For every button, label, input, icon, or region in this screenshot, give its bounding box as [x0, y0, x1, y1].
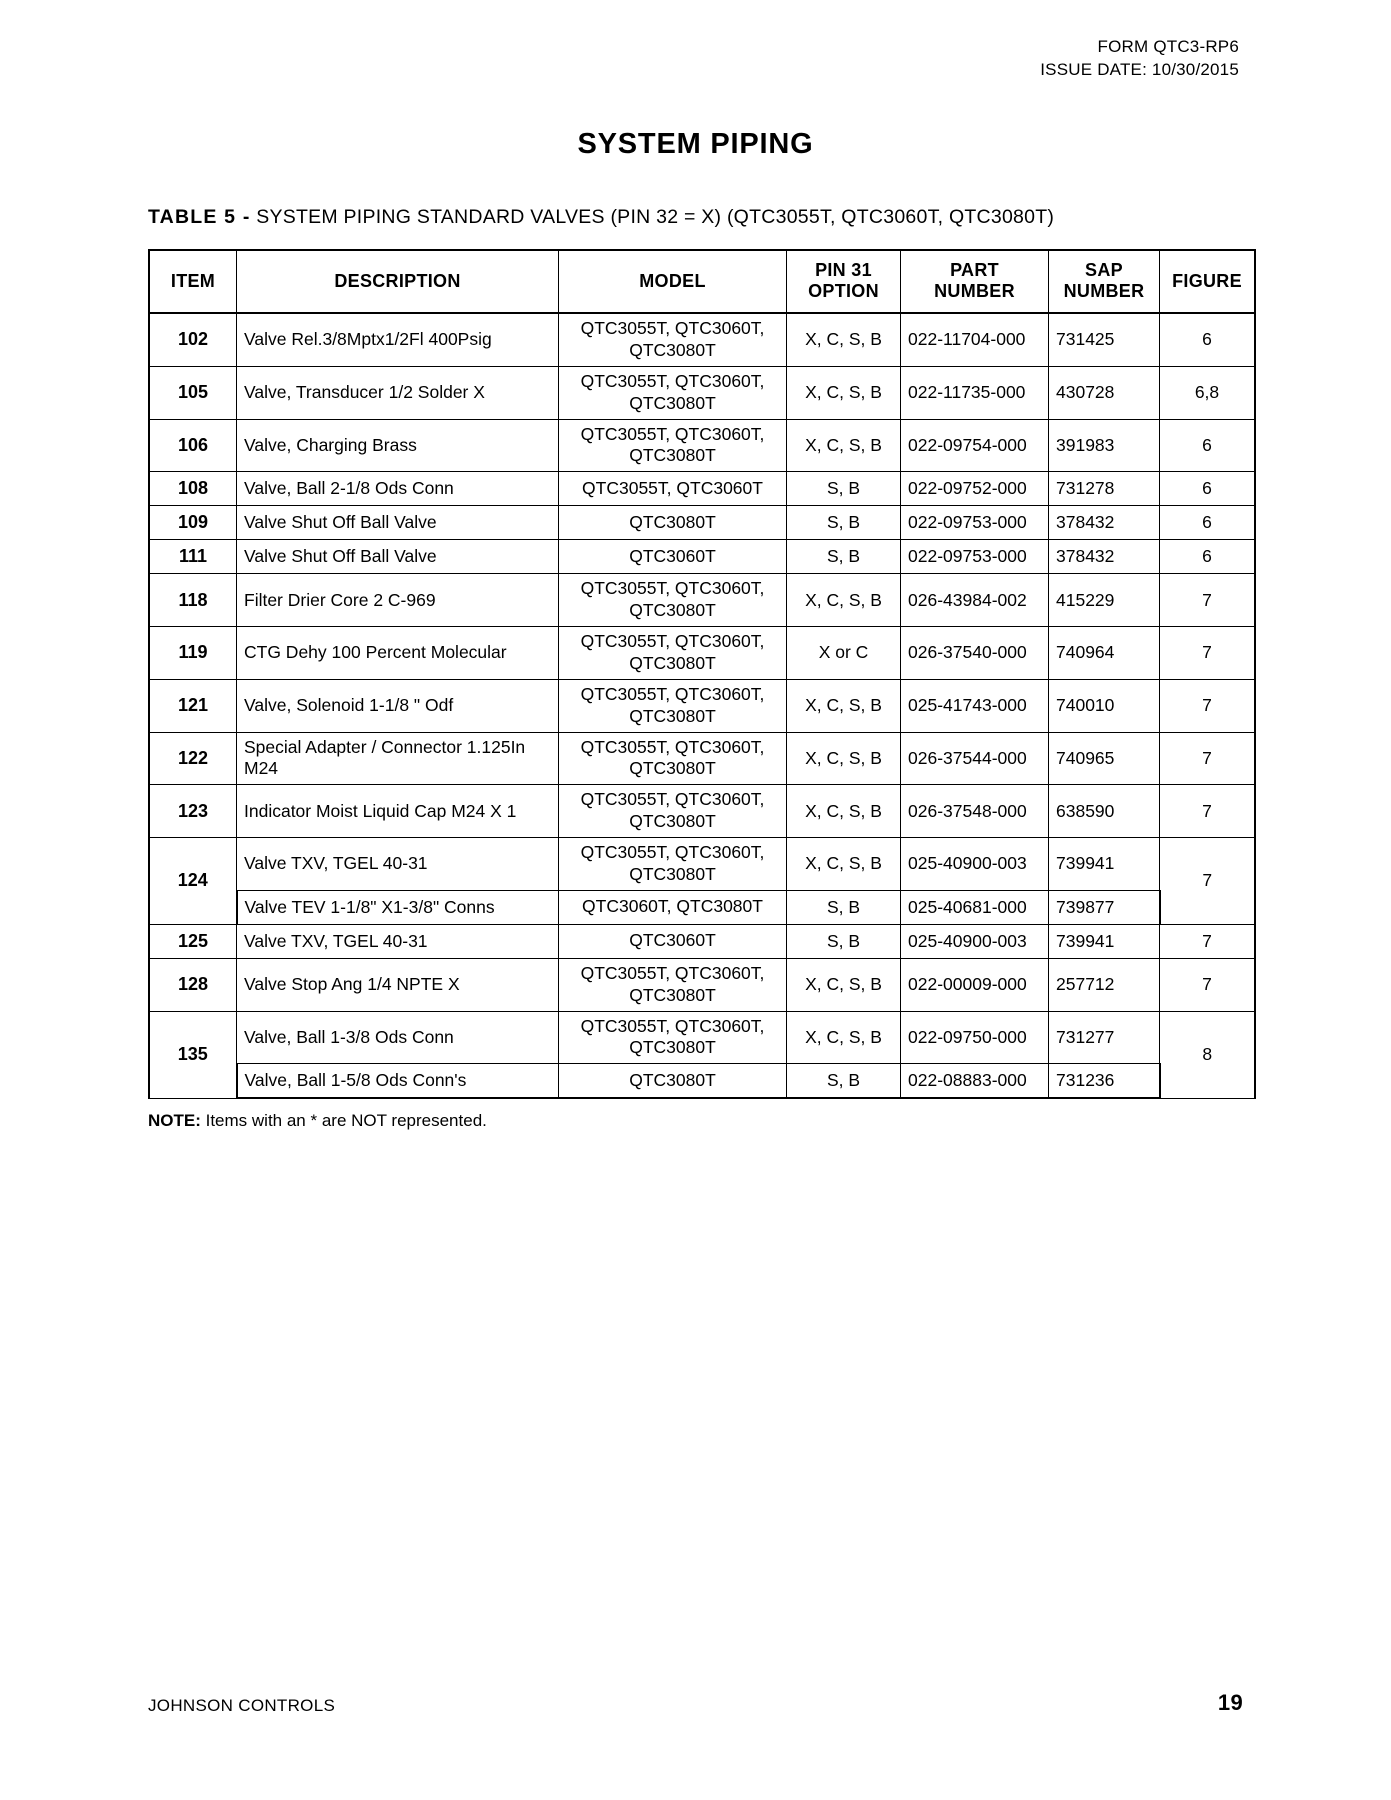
table-note	[148, 1111, 1243, 1131]
cell-sap-number: 257712	[1049, 958, 1160, 1011]
cell-model: QTC3055T, QTC3060T, QTC3080T	[559, 679, 787, 732]
column-header-model: MODEL	[559, 250, 787, 313]
cell-description: Filter Drier Core 2 C-969	[237, 574, 559, 627]
cell-description: Valve Shut Off Ball Valve	[237, 506, 559, 540]
cell-model: QTC3080T	[559, 506, 787, 540]
cell-sap-number: 731425	[1049, 313, 1160, 366]
cell-description: Valve TXV, TGEL 40-31	[237, 924, 559, 958]
cell-item: 118	[149, 574, 237, 627]
cell-description: Valve TEV 1-1/8" X1-3/8" Conns	[237, 890, 559, 924]
cell-part-number: 022-08883-000	[901, 1064, 1049, 1099]
cell-figure: 7	[1160, 838, 1256, 925]
cell-description: Valve Stop Ang 1/4 NPTE X	[237, 958, 559, 1011]
cell-sap-number: 740964	[1049, 627, 1160, 680]
column-header-part-number	[901, 250, 1049, 313]
table-row	[149, 732, 1255, 785]
cell-item: 135	[149, 1011, 237, 1098]
cell-part-number: 026-37540-000	[901, 627, 1049, 680]
form-number: FORM QTC3-RP6	[1097, 37, 1239, 56]
cell-item: 119	[149, 627, 237, 680]
table-row	[149, 838, 1255, 891]
cell-pin31-option: X, C, S, B	[787, 1011, 901, 1064]
document-footer	[148, 1690, 1243, 1716]
table-header	[149, 250, 1255, 313]
table-row	[149, 958, 1255, 1011]
table-caption-label: TABLE 5 -	[148, 205, 251, 228]
cell-pin31-option: X, C, S, B	[787, 574, 901, 627]
cell-figure: 7	[1160, 574, 1256, 627]
document-header	[148, 36, 1239, 82]
cell-part-number: 022-11735-000	[901, 366, 1049, 419]
cell-pin31-option: S, B	[787, 506, 901, 540]
cell-figure: 7	[1160, 679, 1256, 732]
cell-sap-number: 739941	[1049, 838, 1160, 891]
cell-description: CTG Dehy 100 Percent Molecular	[237, 627, 559, 680]
column-header-sap-line2: NUMBER	[1063, 281, 1145, 302]
cell-part-number: 025-40681-000	[901, 890, 1049, 924]
cell-sap-number: 740965	[1049, 732, 1160, 785]
cell-model: QTC3055T, QTC3060T, QTC3080T	[559, 419, 787, 472]
table-row	[149, 472, 1255, 506]
cell-figure: 6	[1160, 313, 1256, 366]
cell-description: Valve, Ball 1-5/8 Ods Conn's	[237, 1064, 559, 1099]
column-header-part-line1: PART	[950, 259, 999, 280]
cell-item: 105	[149, 366, 237, 419]
table-row	[149, 366, 1255, 419]
table-body	[149, 313, 1255, 1098]
table-row	[149, 890, 1255, 924]
cell-part-number: 025-40900-003	[901, 838, 1049, 891]
cell-part-number: 022-09750-000	[901, 1011, 1049, 1064]
cell-description: Valve, Ball 2-1/8 Ods Conn	[237, 472, 559, 506]
cell-pin31-option: S, B	[787, 472, 901, 506]
cell-item: 128	[149, 958, 237, 1011]
cell-part-number: 022-00009-000	[901, 958, 1049, 1011]
cell-model: QTC3055T, QTC3060T, QTC3080T	[559, 785, 787, 838]
table-row	[149, 785, 1255, 838]
table-row	[149, 679, 1255, 732]
cell-part-number: 025-41743-000	[901, 679, 1049, 732]
table-caption-text: SYSTEM PIPING STANDARD VALVES (PIN 32 = X) (QTC3055T, QTC3060T, QTC3080T)	[250, 205, 1055, 228]
column-header-pin31-line2: OPTION	[808, 281, 879, 302]
parts-table	[148, 249, 1256, 1099]
cell-item: 122	[149, 732, 237, 785]
cell-item: 106	[149, 419, 237, 472]
cell-sap-number: 739877	[1049, 890, 1160, 924]
cell-description: Valve, Charging Brass	[237, 419, 559, 472]
cell-figure: 6	[1160, 540, 1256, 574]
cell-part-number: 025-40900-003	[901, 924, 1049, 958]
cell-part-number: 022-11704-000	[901, 313, 1049, 366]
cell-item: 123	[149, 785, 237, 838]
cell-figure: 7	[1160, 785, 1256, 838]
cell-part-number: 022-09752-000	[901, 472, 1049, 506]
cell-model: QTC3055T, QTC3060T, QTC3080T	[559, 732, 787, 785]
cell-sap-number: 378432	[1049, 506, 1160, 540]
cell-model: QTC3055T, QTC3060T, QTC3080T	[559, 627, 787, 680]
cell-item: 124	[149, 838, 237, 925]
cell-figure: 8	[1160, 1011, 1256, 1098]
column-header-item: ITEM	[149, 250, 237, 313]
column-header-pin31-option	[787, 250, 901, 313]
cell-sap-number: 739941	[1049, 924, 1160, 958]
table-row	[149, 924, 1255, 958]
table-row	[149, 574, 1255, 627]
cell-description: Indicator Moist Liquid Cap M24 X 1	[237, 785, 559, 838]
table-row	[149, 1064, 1255, 1099]
cell-part-number: 022-09754-000	[901, 419, 1049, 472]
cell-figure: 6,8	[1160, 366, 1256, 419]
footer-page-number: 19	[1217, 1690, 1243, 1715]
cell-item: 109	[149, 506, 237, 540]
cell-sap-number: 430728	[1049, 366, 1160, 419]
cell-pin31-option: X, C, S, B	[787, 679, 901, 732]
cell-description: Valve, Transducer 1/2 Solder X	[237, 366, 559, 419]
cell-pin31-option: S, B	[787, 540, 901, 574]
note-text: Items with an * are NOT represented.	[200, 1111, 487, 1131]
cell-sap-number: 638590	[1049, 785, 1160, 838]
table-row	[149, 313, 1255, 366]
table-row	[149, 1011, 1255, 1064]
cell-pin31-option: X or C	[787, 627, 901, 680]
column-header-description: DESCRIPTION	[237, 250, 559, 313]
cell-model: QTC3055T, QTC3060T, QTC3080T	[559, 574, 787, 627]
table-header-row	[149, 250, 1255, 313]
cell-item: 121	[149, 679, 237, 732]
cell-pin31-option: X, C, S, B	[787, 838, 901, 891]
table-row	[149, 419, 1255, 472]
cell-model: QTC3060T, QTC3080T	[559, 890, 787, 924]
cell-item: 125	[149, 924, 237, 958]
cell-pin31-option: X, C, S, B	[787, 732, 901, 785]
cell-figure: 6	[1160, 506, 1256, 540]
table-row	[149, 540, 1255, 574]
cell-pin31-option: X, C, S, B	[787, 313, 901, 366]
column-header-sap-number	[1049, 250, 1160, 313]
cell-description: Valve, Solenoid 1-1/8 " Odf	[237, 679, 559, 732]
cell-model: QTC3055T, QTC3060T, QTC3080T	[559, 958, 787, 1011]
cell-figure: 7	[1160, 924, 1256, 958]
cell-part-number: 022-09753-000	[901, 540, 1049, 574]
cell-model: QTC3060T	[559, 924, 787, 958]
cell-figure: 7	[1160, 732, 1256, 785]
cell-model: QTC3055T, QTC3060T, QTC3080T	[559, 313, 787, 366]
cell-description: Valve, Ball 1-3/8 Ods Conn	[237, 1011, 559, 1064]
page-title: SYSTEM PIPING	[577, 127, 814, 160]
cell-figure: 7	[1160, 627, 1256, 680]
table-row	[149, 506, 1255, 540]
cell-figure: 6	[1160, 472, 1256, 506]
cell-sap-number: 731236	[1049, 1064, 1160, 1099]
note-label: NOTE:	[148, 1111, 201, 1131]
cell-pin31-option: S, B	[787, 1064, 901, 1099]
cell-description: Special Adapter / Connector 1.125In M24	[237, 732, 559, 785]
cell-sap-number: 415229	[1049, 574, 1160, 627]
cell-figure: 7	[1160, 958, 1256, 1011]
cell-part-number: 026-43984-002	[901, 574, 1049, 627]
cell-part-number: 026-37548-000	[901, 785, 1049, 838]
cell-model: QTC3055T, QTC3060T, QTC3080T	[559, 366, 787, 419]
cell-sap-number: 378432	[1049, 540, 1160, 574]
cell-item: 108	[149, 472, 237, 506]
column-header-part-line2: NUMBER	[934, 281, 1015, 302]
issue-date: ISSUE DATE: 10/30/2015	[1040, 59, 1239, 79]
cell-pin31-option: X, C, S, B	[787, 419, 901, 472]
cell-model: QTC3055T, QTC3060T	[559, 472, 787, 506]
cell-sap-number: 391983	[1049, 419, 1160, 472]
cell-pin31-option: X, C, S, B	[787, 958, 901, 1011]
cell-item: 102	[149, 313, 237, 366]
cell-description: Valve TXV, TGEL 40-31	[237, 838, 559, 891]
cell-part-number: 026-37544-000	[901, 732, 1049, 785]
cell-model: QTC3055T, QTC3060T, QTC3080T	[559, 838, 787, 891]
cell-description: Valve Rel.3/8Mptx1/2Fl 400Psig	[237, 313, 559, 366]
cell-pin31-option: X, C, S, B	[787, 366, 901, 419]
column-header-figure: FIGURE	[1160, 250, 1256, 313]
footer-company: JOHNSON CONTROLS	[148, 1696, 336, 1715]
column-header-sap-line1: SAP	[1085, 259, 1123, 280]
cell-sap-number: 731278	[1049, 472, 1160, 506]
cell-pin31-option: X, C, S, B	[787, 785, 901, 838]
cell-item: 111	[149, 540, 237, 574]
cell-figure: 6	[1160, 419, 1256, 472]
cell-model: QTC3055T, QTC3060T, QTC3080T	[559, 1011, 787, 1064]
cell-sap-number: 731277	[1049, 1011, 1160, 1064]
column-header-pin31-line1: PIN 31	[815, 259, 872, 280]
table-caption	[148, 206, 1243, 229]
table-row	[149, 627, 1255, 680]
cell-description: Valve Shut Off Ball Valve	[237, 540, 559, 574]
cell-model: QTC3080T	[559, 1064, 787, 1099]
cell-pin31-option: S, B	[787, 924, 901, 958]
cell-model: QTC3060T	[559, 540, 787, 574]
cell-part-number: 022-09753-000	[901, 506, 1049, 540]
cell-pin31-option: S, B	[787, 890, 901, 924]
cell-sap-number: 740010	[1049, 679, 1160, 732]
